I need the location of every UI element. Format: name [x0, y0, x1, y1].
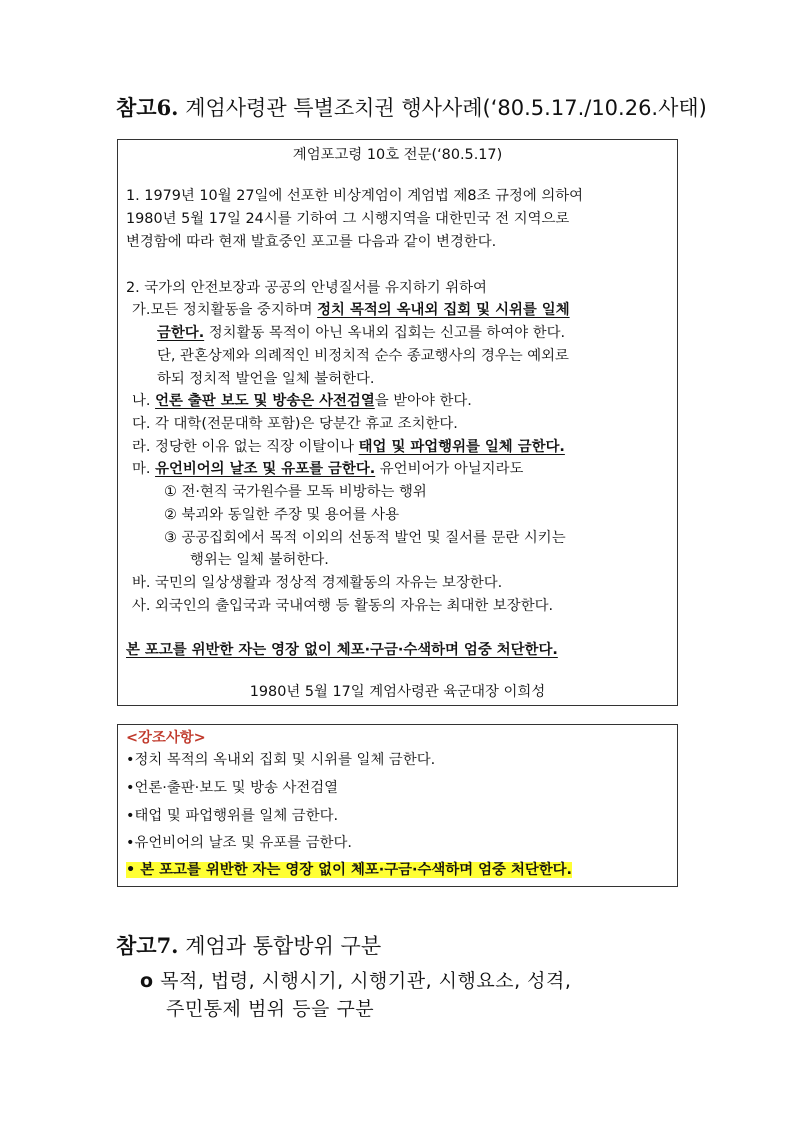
- ref7-number: 참고7.: [116, 933, 179, 958]
- ma-suffix: 유언비어가 아닐지라도: [375, 461, 524, 477]
- ref7-line1: [140, 966, 571, 993]
- emphasis-item-4: •유언비어의 날조 및 유포를 금한다.: [126, 835, 352, 851]
- decree-sa: 사. 외국인의 출입국과 국내여행 등 활동의 자유는 최대한 보장한다.: [132, 598, 554, 614]
- ref6-title: 계엄사령관 특별조치권 행사사례(‘80.5.17./10.26.사태): [185, 96, 707, 120]
- decree-na: [132, 390, 472, 412]
- emphasis-label: <강조사항>: [126, 730, 206, 746]
- ga-plain-2: 정치활동 목적이 아닌 옥내외 집회는 신고를 하여야 한다.: [204, 325, 566, 341]
- emphasis-item-1: •정치 목적의 옥내외 집회 및 시위를 일체 금한다.: [126, 752, 436, 768]
- ma-prefix: 마.: [132, 461, 156, 477]
- decree-ma: [132, 458, 523, 480]
- decree-p1-line2: 1980년 5월 17일 24시를 기하여 그 시행지역을 대한민국 전 지역으로: [126, 211, 570, 227]
- ref7-text-1: 목적, 법령, 시행시기, 시행기관, 시행요소, 성격,: [160, 970, 572, 992]
- decree-ba: 바. 국민의 일상생활과 정상적 경제활동의 자유는 보장한다.: [132, 575, 503, 591]
- decree-ga-line3: 단, 관혼상제와 의례적인 비정치적 순수 종교행사의 경우는 예외로: [157, 348, 569, 364]
- decree-box: [117, 139, 678, 706]
- decree-title: 계엄포고령 10호 전문(‘80.5.17): [292, 147, 503, 163]
- emphasis-item-2: •언론·출판·보도 및 방송 사전검열: [126, 780, 339, 796]
- ref7-line2: 주민통제 범위 등을 구분: [166, 998, 375, 1020]
- emphasis-box: [117, 724, 678, 887]
- decree-signature: 1980년 5월 17일 계엄사령관 육군대장 이희성: [249, 684, 546, 700]
- na-bold: 언론 출판 보도 및 방송은 사전검열: [155, 393, 375, 409]
- ma-item-3-cont: 행위는 일체 불허한다.: [190, 552, 329, 568]
- warning-text: 본 포고를 위반한 자는 영장 없이 체포·구금·수색하며 엄중 처단한다.: [126, 642, 558, 658]
- decree-ga-line1: [132, 299, 570, 321]
- emphasis-highlight: [126, 859, 572, 881]
- highlight-text: • 본 포고를 위반한 자는 영장 없이 체포·구금·수색하며 엄중 처단한다.: [126, 862, 573, 878]
- ga-plain: 가.모든 정치활동을 중지하며: [132, 302, 318, 318]
- na-prefix: 나.: [132, 393, 156, 409]
- decree-ra: [132, 436, 565, 458]
- ga-bold: 정치 목적의 옥내외 집회 및 시위를 일체: [317, 302, 570, 318]
- ref6-number: 참고6.: [116, 95, 179, 120]
- na-suffix: 을 받아야 한다.: [374, 393, 472, 409]
- decree-p2: 2. 국가의 안전보장과 공공의 안녕질서를 유지하기 위하여: [126, 280, 487, 296]
- ref7-title: 계엄과 통합방위 구분: [185, 934, 382, 958]
- decree-warning: [126, 639, 558, 661]
- ga-bold-2: 금한다.: [157, 325, 205, 341]
- decree-p1-line3: 변경함에 따라 현재 발효중인 포고를 다음과 같이 변경한다.: [126, 234, 497, 250]
- ref7-heading: [116, 930, 381, 960]
- emphasis-item-3: •태업 및 파업행위를 일체 금한다.: [126, 808, 339, 824]
- ra-plain: 라. 정당한 이유 없는 직장 이탈이나: [132, 439, 359, 455]
- decree-ga-line4: 하되 정치적 발언을 일체 불허한다.: [157, 371, 375, 387]
- bullet-o: o: [140, 970, 154, 992]
- decree-da: 다. 각 대학(전문대학 포함)은 당분간 휴교 조치한다.: [132, 416, 458, 432]
- decree-ga-line2: [157, 322, 565, 344]
- decree-p1-line1: 1. 1979년 10월 27일에 선포한 비상계엄이 계엄법 제8조 규정에 의하여: [126, 188, 584, 204]
- ma-item-3: ③ 공공집회에서 목적 이외의 선동적 발언 및 질서를 문란 시키는: [164, 530, 566, 546]
- ma-bold: 유언비어의 날조 및 유포를 금한다.: [155, 461, 376, 477]
- ref6-heading: [116, 92, 707, 122]
- ma-item-1: ① 전·현직 국가원수를 모독 비방하는 행위: [164, 484, 427, 500]
- ra-bold: 태업 및 파업행위를 일체 금한다.: [358, 439, 565, 455]
- ma-item-2: ② 북괴와 동일한 주장 및 용어를 사용: [164, 507, 399, 523]
